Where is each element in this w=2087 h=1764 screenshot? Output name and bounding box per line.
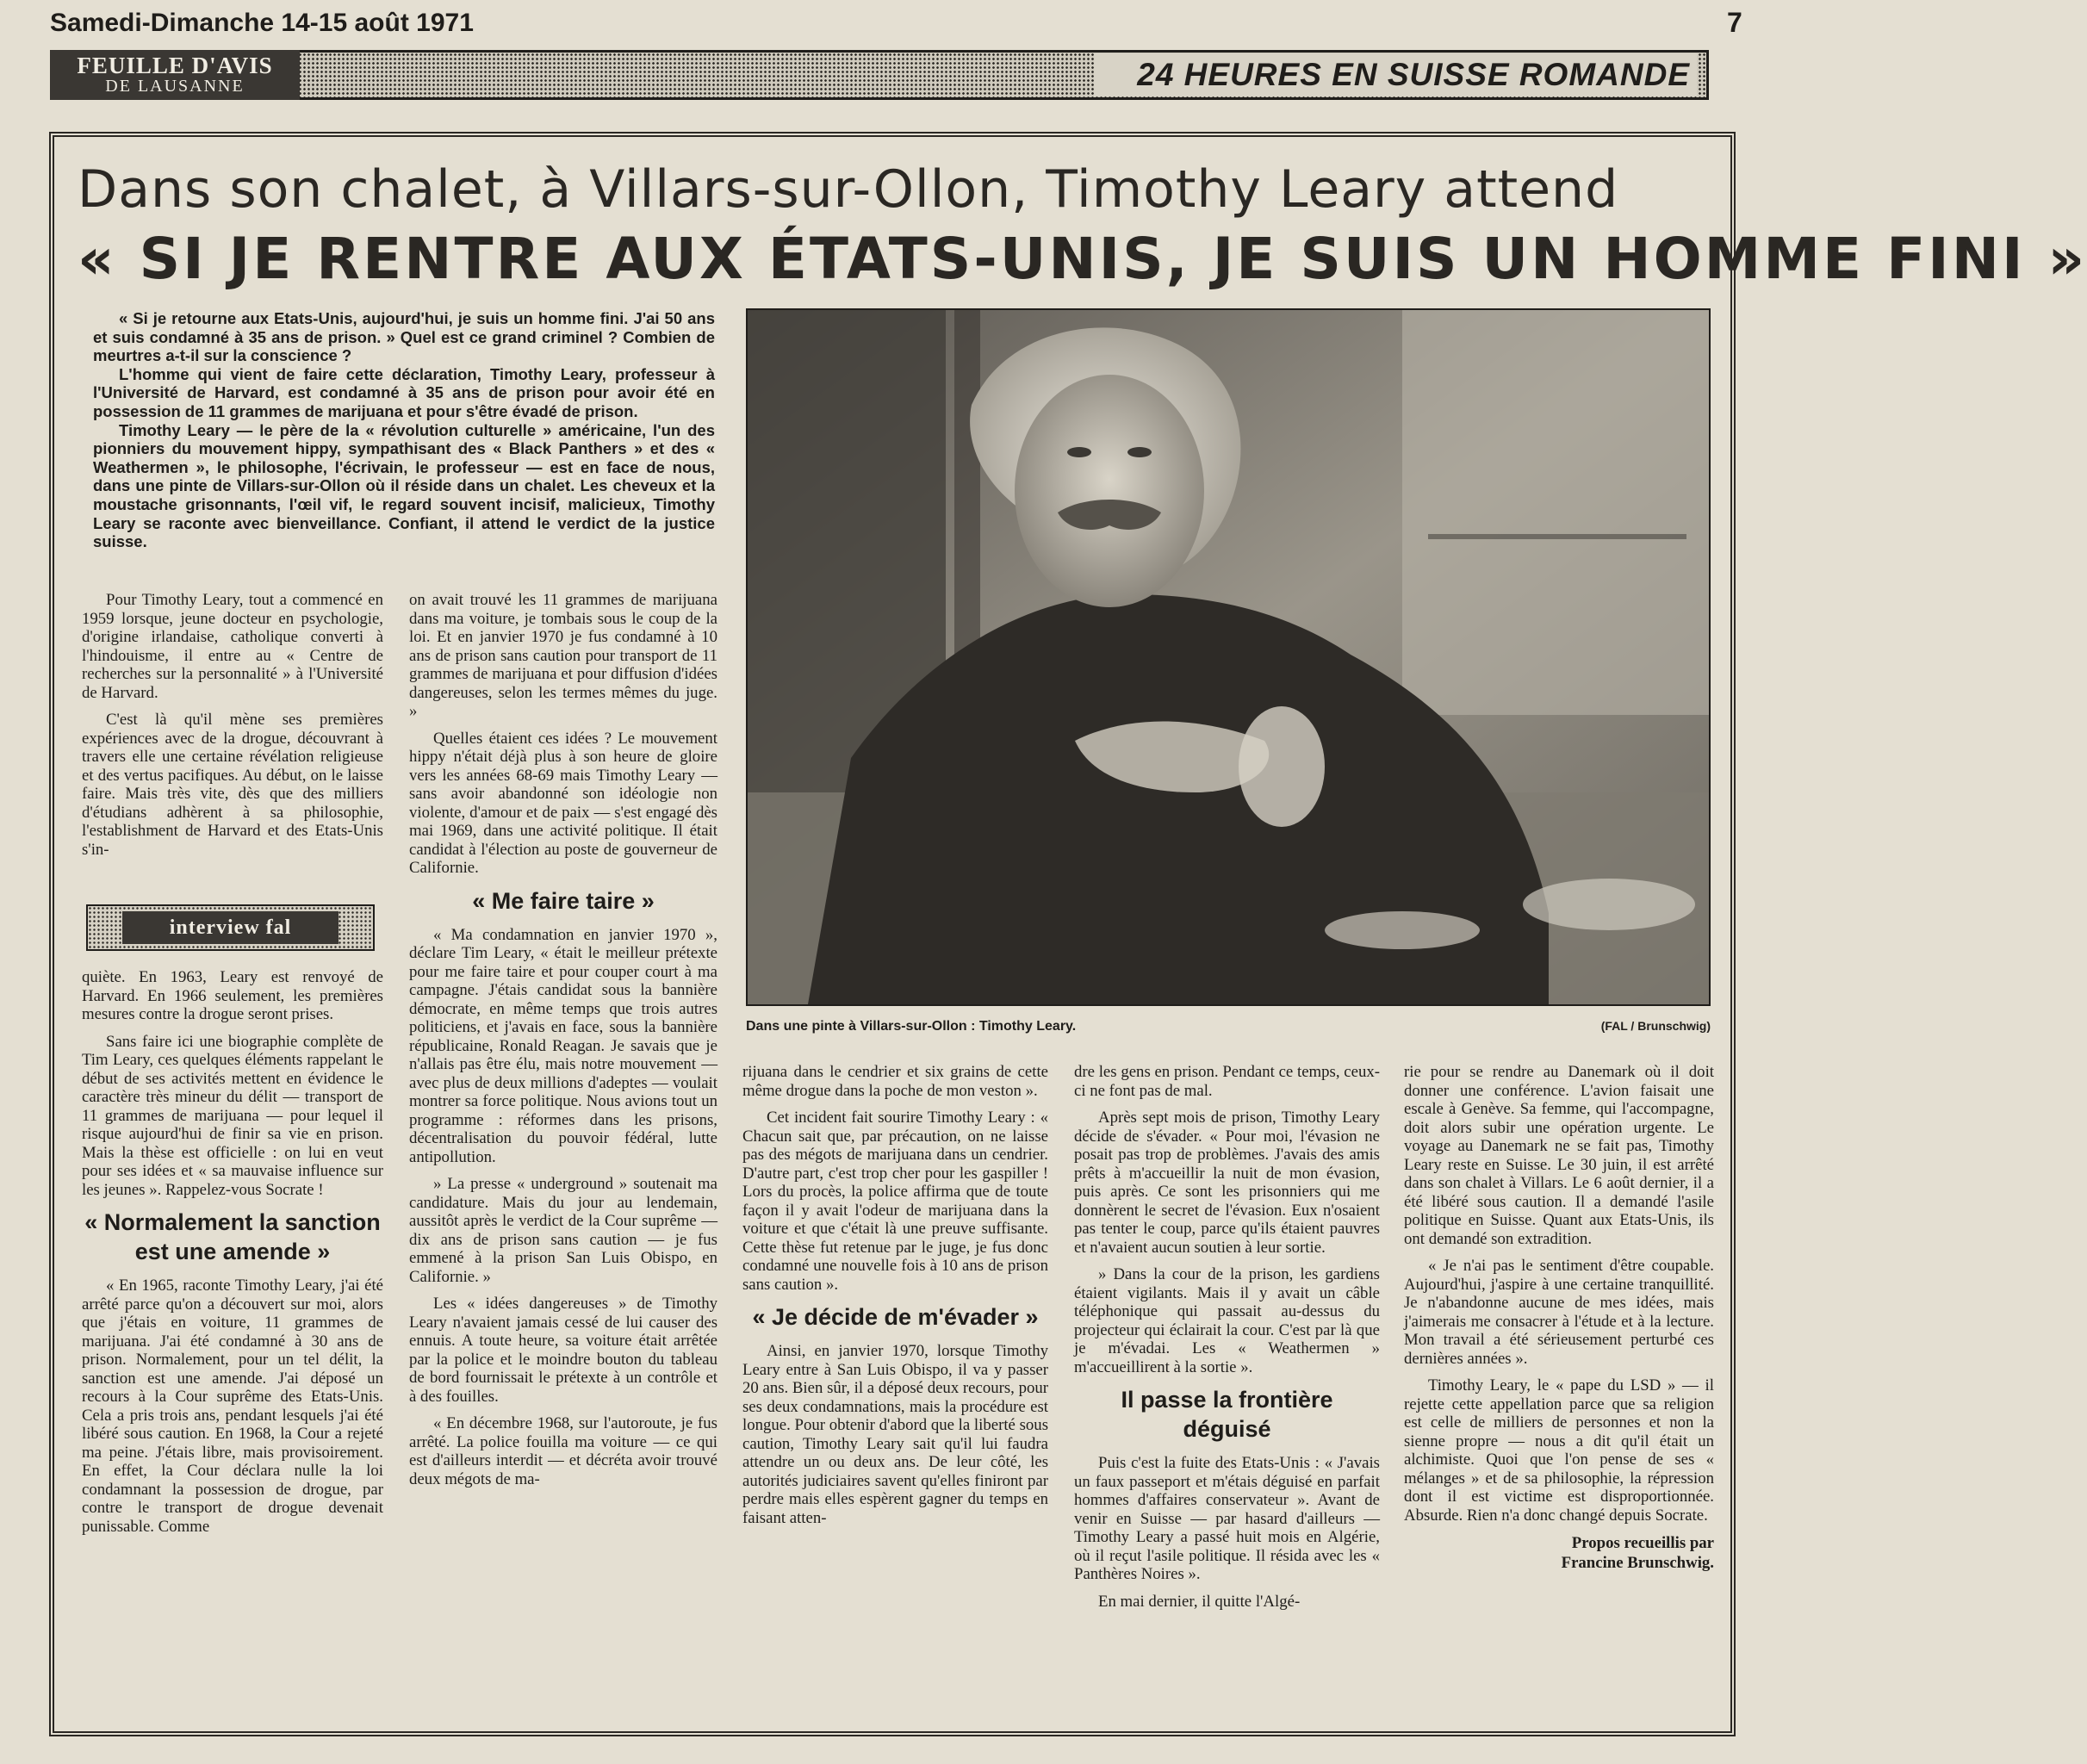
body-paragraph: Quelles étaient ces idées ? Le mouvement hippy n'était déjà plus à son heure de gloire vers les années 68-69 mais Timothy Leary — sans avoir abandonné son idéologie non violente, d'amour et de paix — s'est engagé dès mai 1969, dans une activité politique. Il était candidat à l'élection au poste de gouverneur de Californie. [409,729,717,877]
body-paragraph: Après sept mois de prison, Timothy Leary décide de s'évader. « Pour moi, l'évasion ne posait pas trop de problèmes. J'avais des amis prêts à m'accueillir la nuit de mon évasion, puis après. Ce sont les prisonniers qui me donnèrent le secret de l'évasion. Eux n'osaient pas tenter le coup, parce qu'ils étaient pauvres et n'avaient aucun soutien à leur sortie. [1074,1109,1380,1257]
body-paragraph: « Ma condamnation en janvier 1970 », déclare Tim Leary, « était le meilleur prétexte pour me faire taire et pour couper court à ma campagne. J'étais candidat sous la bannière démocrate, en même temps que trois autres politiciens, et j'avais en face, sous la bannière républicaine, Ronald Reagan. Je savais que je n'allais pas être élu, mais notre mouvement — avec plus de deux millions d'adeptes — voulait montrer sa force politique. Nous avions tout un programme : réformes dans les prisons, décentralisation du pouvoir fédéral, lutte antipollution. [409,925,717,1166]
interview-badge [86,904,375,951]
subheading: Il passe la frontière déguisé [1121,1387,1333,1442]
section-title: 24 HEURES EN SUISSE ROMANDE [1094,53,1697,96]
column-3 [742,1063,1048,1536]
photo-image [748,310,1709,1004]
body-paragraph: on avait trouvé les 11 grammes de marijuana dans ma voiture, je tombais sous le coup de la loi. Et en janvier 1970 je fus condamné à 10 ans de prison sans caution pour transport de 11 grammes de marijuana et pour diffusion d'idées dangereuses, selon les termes mêmes du juge. » [409,591,717,720]
article-lede [93,309,715,551]
body-paragraph: Timothy Leary, le « pape du LSD » — il rejette cette appellation parce que sa religion est celle de milliers de personnes et non la sienne propre — nous a dit qu'il était un alchimiste. Quoi que l'on pense de ses « mélanges » et de sa philosophie, la répression dont il est victime est disproportionnée. Absurde. Rien n'a donc changé depuis Socrate. [1404,1376,1714,1525]
masthead-logo [50,50,300,100]
body-paragraph: » La presse « underground » soutenait ma candidature. Mais du jour au lendemain, aussitôt après le verdict de la Cour suprême — dix ans de prison sans caution — je fus emmené à la prison San Luis Obispo, en Californie. » [409,1175,717,1286]
headline-main: « SI JE RENTRE AUX ÉTATS-UNIS, JE SUIS UN HOMME FINI » [78,226,2087,292]
subheading: « Me faire taire » [472,887,655,914]
body-paragraph: Ainsi, en janvier 1970, lorsque Timothy Leary entre à San Luis Obispo, il va y passer 20 ans. Bien sûr, il a déposé deux recours, pour ses deux condamnations, mais la procédure est longue. Pour obtenir d'abord que la liberté sous caution, Timothy Leary sait qu'il lui faudra attendre un ou deux ans. De leur côté, les autorités judiciaires savent qu'elles finiront par perdre mais elles espèrent gagner du temps en faisant atten- [742,1342,1048,1527]
body-paragraph: Sans faire ici une biographie complète de Tim Leary, ces quelques éléments rappelant le début de ses activités mettent en évidence le caractère très mineur du délit — transport de 11 grammes de marijuana — pour lequel il risque aujourd'hui de finir sa vie en prison. Mais la thèse est officielle : on lui en veut pour ses idées et « sa mauvaise influence sur les jeunes ». Rappelez-vous Socrate ! [82,1032,383,1199]
photo-credit: (FAL / Brunschwig) [1600,1019,1711,1033]
page-number: 7 [1727,7,1742,38]
subheading: « Je décide de m'évader » [752,1304,1039,1330]
body-paragraph: Les « idées dangereuses » de Timothy Leary n'avaient jamais cessé de lui causer des ennuis. A toute heure, sa voiture était arrêtée par la police et le moindre bouton du tableau de bord fournissait le prétexte à un contrôle et à des fouilles. [409,1295,717,1406]
column-5 [1404,1063,1714,1573]
photo-caption: Dans une pinte à Villars-sur-Ollon : Timothy Leary. [746,1019,1077,1034]
body-paragraph: quiète. En 1963, Leary est renvoyé de Harvard. En 1966 seulement, les premières mesures contre la drogue seront prises. [82,968,383,1023]
body-paragraph: En mai dernier, il quitte l'Algé- [1098,1592,1301,1611]
subheading: « Normalement la sanction est une amende » [84,1209,381,1264]
column-4 [1074,1063,1380,1619]
byline [1404,1533,1714,1573]
masthead-title: FEUILLE D'AVIS [77,53,273,78]
photo-timothy-leary [746,308,1711,1006]
body-paragraph: Pour Timothy Leary, tout a commencé en 1959 lorsque, jeune docteur en psychologie, d'origine irlandaise, catholique converti à l'hindouisme, il entre au « Centre de recherches sur la personnalité » à l'Université de Harvard. [82,591,383,702]
masthead-subtitle: DE LAUSANNE [105,77,245,96]
body-paragraph: « En décembre 1968, sur l'autoroute, je fus arrêté. La police fouilla ma voiture — ce qui est d'ailleurs interdit — et décréta avoir trouvé deux mégots de ma- [409,1414,717,1488]
byline-credit: Propos recueillis par [1571,1534,1714,1552]
column-2 [409,591,717,1497]
body-paragraph: dre les gens en prison. Pendant ce temps, ceux-ci ne font pas de mal. [1074,1063,1380,1100]
byline-author: Francine Brunschwig. [1561,1554,1714,1572]
issue-date: Samedi-Dimanche 14-15 août 1971 [50,9,474,37]
headline-top: Dans son chalet, à Villars-sur-Ollon, Timothy Leary attend [78,159,1619,220]
body-paragraph: » Dans la cour de la prison, les gardiens étaient vigilants. Mais il y avait un câble téléphonique qui passait au-dessus du projecteur qui éclairait la cour. C'est par là que je m'évadai. Les « Weathermen » m'accueillirent à la sortie ». [1074,1265,1380,1376]
column-1-top [82,591,383,867]
column-1-bottom [82,968,383,1544]
body-paragraph: « Je n'ai pas le sentiment d'être coupable. Aujourd'hui, j'aspire à une certaine tranquillité. Je n'abandonne aucune de mes idées, mais j'aimerais me consacrer à l'étude et à la lecture. Mon travail a été sérieusement perturbé ces dernières années ». [1404,1257,1714,1368]
lede-paragraph: L'homme qui vient de faire cette déclaration, Timothy Leary, professeur à l'Université de Harvard, est condamné à 35 ans de prison pour avoir été en possession de 11 grammes de marijuana et pour s'être évadé de prison. [93,364,715,420]
body-paragraph: Puis c'est la fuite des Etats-Unis : « J'avais un faux passeport et m'étais déguisé en parfait hommes d'affaires conservateur ». Avant de venir en Suisse — par hasard d'ailleurs — Timothy Leary a passé huit mois en Algérie, où il reçut l'asile politique. Il résida avec les « Panthères Noires ». [1074,1454,1380,1583]
body-paragraph: rijuana dans le cendrier et six grains de cette même drogue dans la poche de mon veston ». [742,1063,1048,1100]
lede-paragraph: « Si je retourne aux Etats-Unis, aujourd'hui, je suis un homme fini. J'ai 50 ans et suis condamné à 35 ans de prison. » Quel est ce grand criminel ? Combien de meurtres a-t-il sur la conscience ? [93,309,715,365]
body-paragraph: rie pour se rendre au Danemark où il doit donner une conférence. L'avion faisait une escale à Genève. Sa femme, qui l'accompagne, doit alors subir une opération urgente. Le voyage au Danemark ne se fait pas, Timothy Leary reste en Suisse. Le 30 juin, il est arrêté dans son chalet à Villars. Le 6 août dernier, il a été libéré sous caution. Il a demandé l'asile politique en Suisse. Quant aux Etats-Unis, ils ont demandé son extradition. [1404,1063,1714,1248]
interview-badge-label: interview fal [122,911,339,944]
body-paragraph: « En 1965, raconte Timothy Leary, j'ai été arrêté parce qu'on a découvert sur moi, alors que j'étais en voiture, 11 grammes de marijuana. J'ai été condamné à 30 ans de prison. Normalement, pour un tel délit, la sanction est une amende. J'ai déposé un recours à la Cour suprême des Etats-Unis. Cela a pris trois ans, pendant lesquels j'ai été libéré sous caution. En 1968, la Cour a rejeté ma peine. J'étais libre, mais provisoirement. En effet, la Cour déclara nulle la loi condamnant la possession de drogue, par contre le transport de drogue devenait punissable. Comme [82,1276,383,1536]
body-paragraph: Cet incident fait sourire Timothy Leary : « Chacun sait que, par précaution, on ne laisse pas des mégots de marijuana dans un cendrier. D'autre part, c'est trop cher pour les gaspiller ! Lors du procès, la police affirma que de toute façon il y avait l'odeur de marijuana dans la voiture et que c'était là une preuve suffisante. Cette thèse fut retenue par le juge, je fus donc condamné une nouvelle fois à 10 ans de prison sans caution ». [742,1109,1048,1294]
lede-paragraph: Timothy Leary — le père de la « révolution culturelle » américaine, l'un des pionniers du mouvement hippy, sympathisant des « Black Panthers » et des « Weathermen », le philosophe, l'écrivain, le professeur — est en face de nous, dans une pinte de Villars-sur-Ollon où il réside dans un chalet. Les cheveux et la moustache grisonnants, l'œil vif, le regard souvent incisif, malicieux, Timothy Leary se raconte avec bienveillance. Confiant, il attend le verdict de la justice suisse. [93,420,715,551]
body-paragraph: C'est là qu'il mène ses premières expériences avec de la drogue, découvrant à travers elle une certaine révélation religieuse et des vertus pacifiques. Au début, on le laisse faire. Mais très vite, dès que des milliers d'étudians adhèrent à sa philosophie, l'establishment de Harvard et des Etats-Unis s'in- [82,711,383,859]
